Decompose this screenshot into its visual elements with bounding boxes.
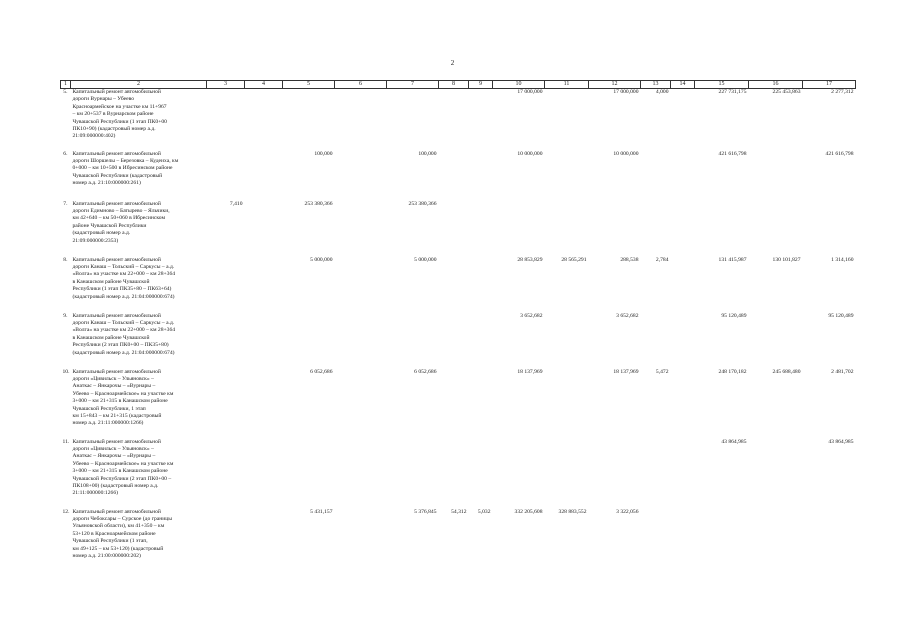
description-line: Капитальный ремонт автомобильной: [72, 256, 161, 263]
value-cell-c5: [283, 89, 335, 151]
description-line: дороги Канаш – Тольский – Саркусы – а.д.: [72, 319, 175, 326]
description-line: Чувашской Республики (кадастровый: [72, 172, 163, 179]
value-cell-c6: [335, 89, 387, 151]
table-row: [61, 257, 856, 313]
value-cell-c16: [749, 313, 803, 369]
row-number: 5.: [63, 89, 68, 95]
value-cell-c5: [283, 313, 335, 369]
value-cell-c9: [469, 439, 493, 509]
description-line: Анаткас – Янкарочы – «Вурнары –: [72, 383, 156, 390]
value-cell-c3: [207, 257, 245, 313]
value-cell-c13: [641, 313, 671, 369]
value-cell-c5: 253 380,366: [304, 200, 333, 207]
value-cell-c4: [245, 257, 283, 313]
description-line: Капитальный ремонт автомобильной: [72, 312, 161, 319]
value-cell-c3: [207, 151, 245, 201]
description-line: (кадастровый номер а.д. 21:04:000000:674): [72, 293, 175, 300]
budget-table: [60, 80, 856, 565]
value-cell-c16: [749, 439, 803, 509]
description-line: «Волга» на участке км 22+000 – км 28+364: [72, 271, 176, 278]
value-cell-c17: 421 616,798: [825, 150, 854, 157]
description-line: номер а.д. 21:00:000000:202): [72, 552, 141, 559]
column-number-cell: 16: [749, 81, 803, 89]
value-cell-c10: 18 137,969: [517, 368, 543, 375]
value-cell-c15: [695, 509, 749, 565]
description-line: Чувашской Республики (1 этап,: [72, 538, 148, 545]
value-cell-c11: [545, 201, 589, 257]
value-cell-c4: [245, 89, 283, 151]
value-cell-c12: 3 652,682: [616, 312, 639, 319]
value-cell-c3: [207, 439, 245, 509]
value-cell-c13: [641, 151, 671, 201]
description-line: Красноармейское на участке км 11+967: [72, 103, 167, 110]
description-line: «Волга» на участке км 22+000 – км 28+364: [72, 327, 176, 334]
column-number-cell: 4: [245, 81, 283, 89]
value-cell-c9: [469, 313, 493, 369]
value-cell-c10: [493, 201, 545, 257]
value-cell-c17: 43 864,985: [828, 438, 854, 445]
value-cell-c12: [589, 439, 641, 509]
value-cell-c16: 130 101,827: [772, 256, 801, 263]
description-line: Чувашской Республики, 1 этап: [72, 405, 146, 412]
value-cell-c9: 5,032: [477, 508, 491, 515]
column-number-cell: 12: [589, 81, 641, 89]
description-line: Капитальный ремонт автомобильной: [72, 368, 161, 375]
value-cell-c8: [439, 439, 469, 509]
value-cell-c15: [695, 201, 749, 257]
row-number: 10.: [62, 368, 70, 375]
object-description: [71, 439, 207, 509]
column-number-row: [61, 81, 856, 89]
table-row: [61, 369, 856, 439]
description-line: дороги Шоршелы – Березовка – Кудеиха, км: [72, 157, 179, 164]
description-line: км 42+640 – км 50+060 в Ибресинском: [72, 215, 166, 222]
value-cell-c6: [335, 313, 387, 369]
description-line: Республики (2 этап ПК0+00 – ПК35+80): [72, 342, 169, 349]
value-cell-c10: [493, 439, 545, 509]
value-cell-c11: [545, 313, 589, 369]
description-line: дороги Чебоксары – Сурское (до границы: [72, 515, 173, 522]
description-line: в Канашском районе Чувашской: [72, 334, 150, 341]
value-cell-c11: 28 565,291: [561, 256, 587, 263]
column-number-cell: 11: [545, 81, 589, 89]
value-cell-c9: [469, 89, 493, 151]
description-line: дороги Едимново – Батырево – Яльчики,: [72, 207, 170, 214]
value-cell-c8: [439, 89, 469, 151]
column-number-cell: 15: [695, 81, 749, 89]
column-number-cell: 10: [493, 81, 545, 89]
row-number: 12.: [62, 508, 70, 515]
value-cell-c16: [749, 151, 803, 201]
value-cell-c3: [207, 313, 245, 369]
value-cell-c10: 332 205,608: [514, 508, 543, 515]
value-cell-c17: [803, 509, 856, 565]
description-line: дороги «Цивильск – Ульяновск» –: [72, 375, 154, 382]
column-number-cell: 17: [803, 81, 856, 89]
description-line: Капитальный ремонт автомобильной: [72, 200, 161, 207]
description-line: – км 20+537 в Вурнарском районе: [72, 111, 154, 118]
object-description: [71, 509, 207, 565]
column-number-cell: 3: [207, 81, 245, 89]
value-cell-c12: [589, 201, 641, 257]
value-cell-c9: [469, 257, 493, 313]
object-description: [71, 89, 207, 151]
description-line: ПК108+00) (кадастровый номер а.д.: [72, 482, 159, 489]
value-cell-c5: 5 431,157: [310, 508, 333, 515]
value-cell-c5: 100,000: [314, 150, 333, 157]
value-cell-c12: 18 137,969: [613, 368, 639, 375]
value-cell-c16: [749, 509, 803, 565]
description-line: км 49+125 – км 53+120) (кадастровый: [72, 545, 164, 552]
value-cell-c14: [671, 313, 695, 369]
value-cell-c6: [335, 369, 387, 439]
value-cell-c7: [387, 439, 439, 509]
description-line: 21:09:000000:402): [72, 133, 116, 140]
value-cell-c7: [387, 89, 439, 151]
value-cell-c7: 100,000: [418, 150, 437, 157]
value-cell-c11: [545, 151, 589, 201]
value-cell-c10: 28 853,829: [517, 256, 543, 263]
value-cell-c6: [335, 201, 387, 257]
value-cell-c17: 1 314,160: [831, 256, 854, 263]
row-number: 8.: [63, 256, 68, 263]
value-cell-c8: [439, 313, 469, 369]
value-cell-c5: 6 052,686: [310, 368, 333, 375]
value-cell-c15: 421 616,798: [718, 150, 747, 157]
value-cell-c11: [545, 369, 589, 439]
value-cell-c17: 2 481,702: [831, 368, 854, 375]
value-cell-c8: [439, 151, 469, 201]
value-cell-c7: 5 376,845: [414, 508, 437, 515]
column-number-cell: 1: [61, 81, 71, 89]
table-row: [61, 89, 856, 151]
value-cell-c13: [641, 201, 671, 257]
column-number-cell: 6: [335, 81, 387, 89]
row-number: 7.: [63, 200, 68, 207]
description-line: дороги Вурнары – Убеево: [72, 96, 135, 103]
value-cell-c9: [469, 369, 493, 439]
row-number: 11.: [62, 438, 70, 445]
value-cell-c3: 7,410: [229, 200, 243, 207]
value-cell-c7: 6 052,686: [414, 368, 437, 375]
value-cell-c7: 5 000,000: [414, 256, 437, 263]
description-line: Капитальный ремонт автомобильной: [72, 89, 161, 95]
description-line: дороги «Цивильск – Ульяновск» –: [72, 445, 154, 452]
description-line: 53+120 в Красноармейском районе: [72, 530, 156, 537]
value-cell-c15: 248 170,182: [718, 368, 747, 375]
description-line: районе Чувашской Республики: [72, 222, 147, 229]
value-cell-c4: [245, 313, 283, 369]
value-cell-c12: 3 322,056: [616, 508, 639, 515]
value-cell-c14: [671, 509, 695, 565]
value-cell-c3: [207, 509, 245, 565]
value-cell-c17: 95 120,489: [828, 312, 854, 319]
table-row: [61, 201, 856, 257]
description-line: Капитальный ремонт автомобильной: [72, 508, 161, 515]
value-cell-c14: [671, 89, 695, 151]
value-cell-c12: 10 000,000: [613, 150, 639, 157]
value-cell-c14: [671, 439, 695, 509]
value-cell-c8: [439, 369, 469, 439]
description-line: Капитальный ремонт автомобильной: [72, 438, 161, 445]
column-number-cell: 9: [469, 81, 493, 89]
value-cell-c8: 54,312: [451, 508, 467, 515]
table-row: [61, 509, 856, 565]
description-line: Анаткас – Янкарочы – «Вурнары –: [72, 453, 156, 460]
description-line: Республики (1 этап ПК35+80 – ПК63+64): [72, 286, 172, 293]
description-line: (кадастровый номер а.д.: [72, 230, 131, 237]
value-cell-c11: [545, 89, 589, 151]
value-cell-c6: [335, 151, 387, 201]
column-number-cell: 2: [71, 81, 207, 89]
value-cell-c8: [439, 257, 469, 313]
description-line: ПК10+90) (кадастровый номер а.д.: [72, 126, 156, 133]
column-number-cell: 8: [439, 81, 469, 89]
value-cell-c15: 43 864,985: [721, 438, 747, 445]
value-cell-c15: 131 415,987: [718, 256, 747, 263]
value-cell-c5: [283, 439, 335, 509]
description-line: 3+000 – км 21+315 в Канашском районе: [72, 468, 168, 475]
object-description: [71, 201, 207, 257]
description-line: 21:11:000000:1266): [72, 490, 118, 497]
value-cell-c13: 4,000: [655, 89, 669, 95]
description-line: Капитальный ремонт автомобильной: [72, 150, 161, 157]
description-line: 3+000 – км 21+315 в Канашском районе: [72, 398, 168, 405]
value-cell-c4: [245, 201, 283, 257]
value-cell-c13: [641, 509, 671, 565]
value-cell-c6: [335, 257, 387, 313]
value-cell-c5: 5 000,000: [310, 256, 333, 263]
description-line: (кадастровый номер а.д. 21:04:000000:674): [72, 349, 175, 356]
value-cell-c6: [335, 509, 387, 565]
table-row: [61, 439, 856, 509]
object-description: [71, 313, 207, 369]
value-cell-c15: 227 731,175: [718, 89, 747, 95]
value-cell-c4: [245, 509, 283, 565]
description-line: Ульяновской области), км 41+350 – км: [72, 523, 165, 530]
value-cell-c4: [245, 151, 283, 201]
table-row: [61, 313, 856, 369]
value-cell-c11: [545, 439, 589, 509]
table-row: [61, 151, 856, 201]
value-cell-c16: 245 688,480: [772, 368, 801, 375]
object-description: [71, 257, 207, 313]
description-line: номер а.д. 21:11:000000:1266): [72, 420, 144, 427]
value-cell-c7: 253 380,366: [408, 200, 437, 207]
description-line: дороги Канаш – Тольский – Саркусы – а.д.: [72, 263, 175, 270]
value-cell-c12: 288,538: [620, 256, 639, 263]
value-cell-c9: [469, 151, 493, 201]
description-line: 0+000 – км 10+500 в Ибресинском районе: [72, 165, 173, 172]
value-cell-c14: [671, 257, 695, 313]
value-cell-c14: [671, 201, 695, 257]
description-line: км 15+843 – км 21+315 (кадастровый: [72, 412, 162, 419]
value-cell-c10: 17 000,000: [517, 89, 543, 95]
value-cell-c7: [387, 313, 439, 369]
column-number-cell: 14: [671, 81, 695, 89]
value-cell-c10: 10 000,000: [517, 150, 543, 157]
value-cell-c13: [641, 439, 671, 509]
description-line: Убеево – Красноармейское» на участке км: [72, 390, 174, 397]
value-cell-c3: [207, 369, 245, 439]
object-description: [71, 151, 207, 201]
row-number: 6.: [63, 150, 68, 157]
object-description: [71, 369, 207, 439]
column-number-cell: 5: [283, 81, 335, 89]
description-line: номер а.д. 21:10:000000:261): [72, 180, 141, 187]
description-line: 21:09:000000:2353): [72, 237, 119, 244]
value-cell-c3: [207, 89, 245, 151]
value-cell-c10: 3 652,682: [520, 312, 543, 319]
value-cell-c16: 225 453,863: [772, 89, 801, 95]
value-cell-c14: [671, 151, 695, 201]
value-cell-c4: [245, 439, 283, 509]
value-cell-c6: [335, 439, 387, 509]
page-number: 2: [450, 59, 455, 67]
value-cell-c8: [439, 201, 469, 257]
value-cell-c16: [749, 201, 803, 257]
value-cell-c12: 17 000,000: [613, 89, 639, 95]
value-cell-c14: [671, 369, 695, 439]
value-cell-c17: [803, 201, 856, 257]
value-cell-c15: 95 120,489: [721, 312, 747, 319]
row-number: 9.: [63, 312, 68, 319]
value-cell-c13: 2,784: [655, 256, 669, 263]
value-cell-c13: 5,472: [655, 368, 669, 375]
description-line: Убеево – Красноармейское» на участке км: [72, 460, 174, 467]
description-line: в Канашском районе Чувашской: [72, 278, 150, 285]
value-cell-c4: [245, 369, 283, 439]
description-line: Чувашской Республики (1 этап ПК0+00: [72, 118, 167, 125]
description-line: Чувашской Республики (2 этап ПК0+00 –: [72, 475, 172, 482]
value-cell-c17: 2 277,312: [831, 89, 854, 95]
value-cell-c9: [469, 201, 493, 257]
column-number-cell: 13: [641, 81, 671, 89]
value-cell-c11: 328 883,552: [558, 508, 587, 515]
column-number-cell: 7: [387, 81, 439, 89]
